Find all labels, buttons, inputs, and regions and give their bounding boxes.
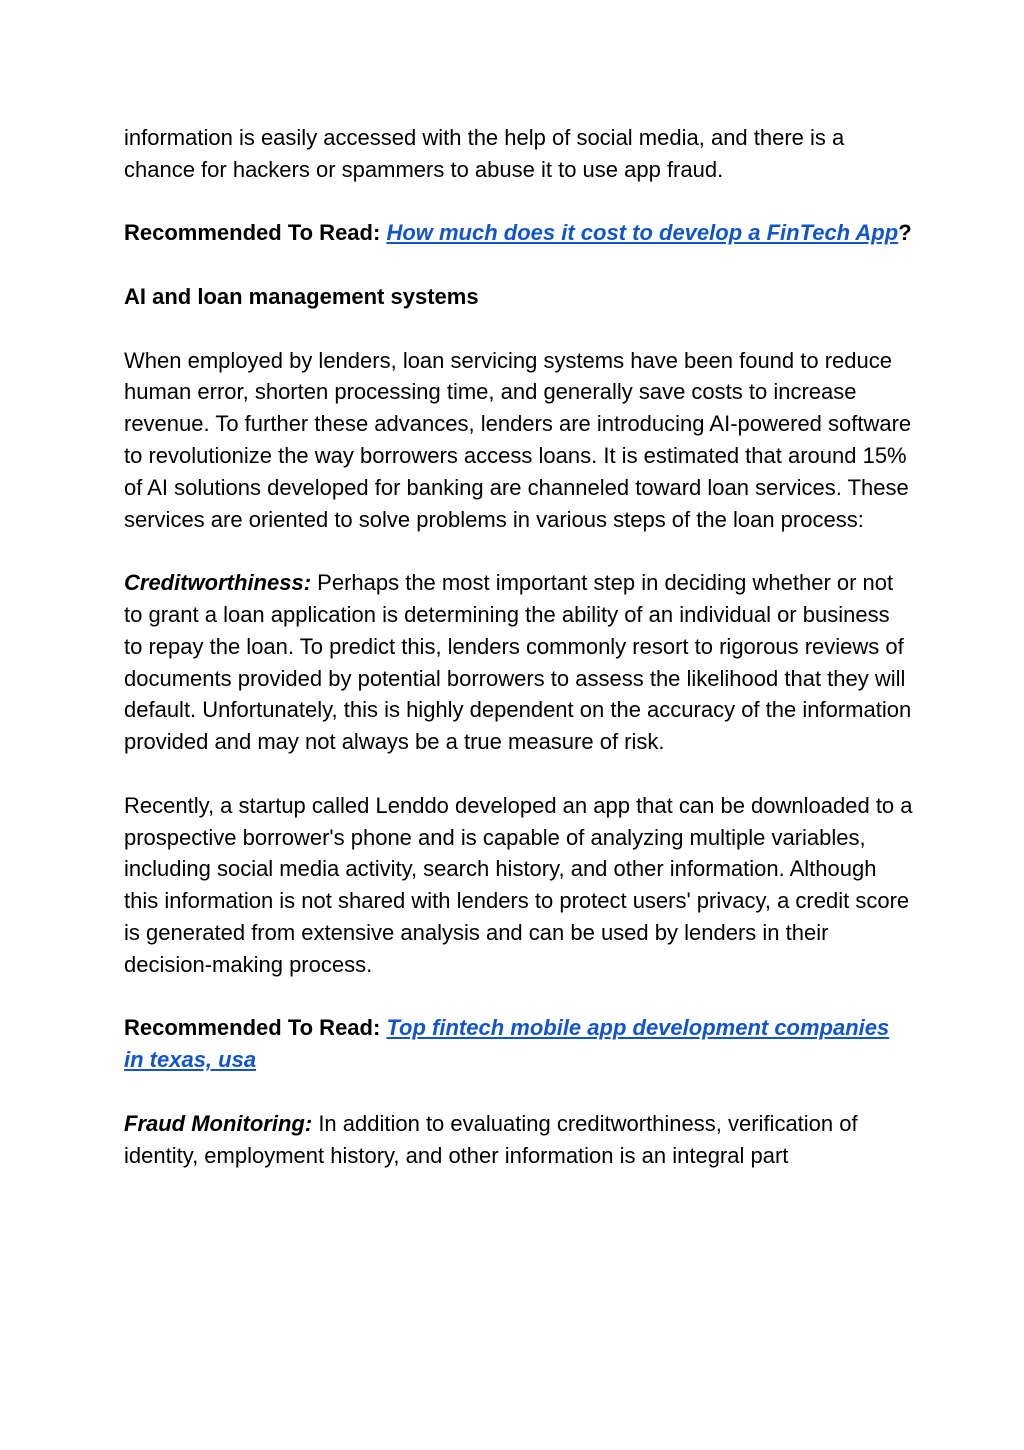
section-heading: AI and loan management systems — [124, 283, 479, 309]
recommended-read-2 — [124, 1012, 914, 1076]
creditworthiness-text: Perhaps the most important step in deciding whether or not to grant a loan application is determining the ability of an individual or business to repay the loan. To predict this, lenders commonly resort to rigorous reviews of documents provided by potential borrowers to assess the likelihood that they will default. Unfortunately, this is highly dependent on the accuracy of the information provided and may not always be a true measure of risk. — [124, 570, 912, 755]
recommended-suffix: ? — [898, 220, 912, 246]
creditworthiness-paragraph — [124, 567, 914, 758]
fraud-monitoring-text: In addition to evaluating creditworthiness, verification of identity, employment history, and other information is an integral part — [124, 1110, 858, 1168]
recommended-label: Recommended To Read: — [124, 1015, 381, 1041]
fraud-monitoring-term: Fraud Monitoring: — [124, 1110, 313, 1136]
recommended-label: Recommended To Read: — [124, 220, 381, 246]
intro-paragraph: information is easily accessed with the help of social media, and there is a chance for hackers or spammers to abuse it to use app fraud. — [124, 125, 845, 182]
fintech-cost-link[interactable]: How much does it cost to develop a FinTech App — [386, 220, 899, 246]
lenddo-paragraph: Recently, a startup called Lenddo developed an app that can be downloaded to a prospective borrower's phone and is capable of analyzing multiple variables, including social media activity, search history, and other information. Although this information is not shared with lenders to protect users' privacy, a credit score is generated from extensive analysis and can be used by lenders in their decision-making process. — [124, 792, 913, 977]
loan-systems-paragraph: When employed by lenders, loan servicing systems have been found to reduce human error, shorten processing time, and generally save costs to increase revenue. To further these advances, lenders are introducing AI-powered software to revolutionize the way borrowers access loans. It is estimated that around 15% of AI solutions developed for banking are channeled toward loan services. These services are oriented to solve problems in various steps of the loan process: — [124, 347, 912, 532]
document-page — [124, 122, 914, 1203]
fraud-monitoring-paragraph — [124, 1108, 914, 1172]
recommended-read-1 — [124, 217, 914, 249]
texas-companies-link[interactable]: Top fintech mobile app development companies in texas, usa — [124, 1015, 890, 1073]
creditworthiness-term: Creditworthiness: — [124, 570, 312, 596]
